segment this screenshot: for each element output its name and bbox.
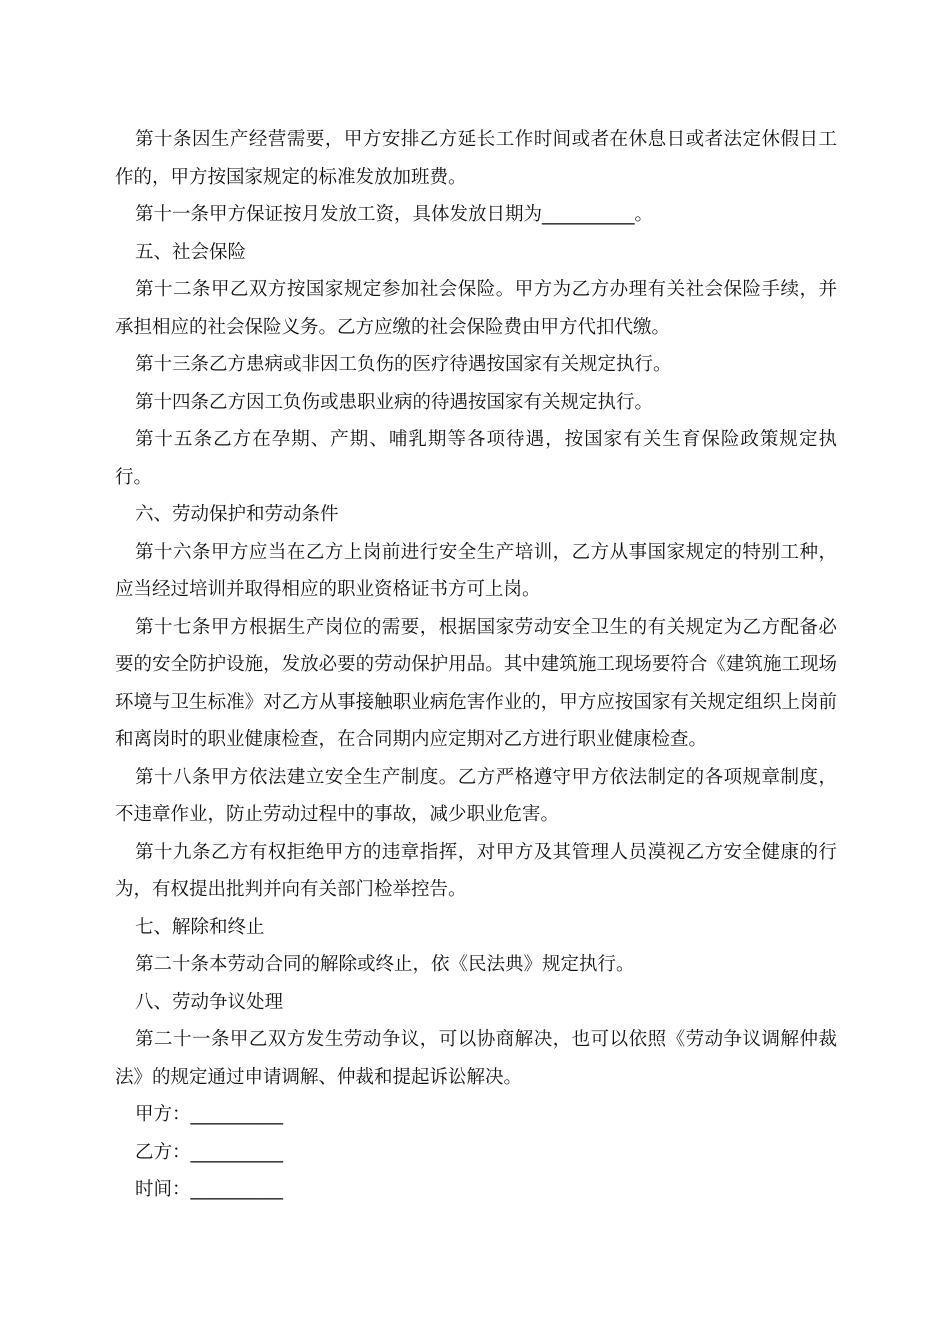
section-heading-social-insurance: 五、社会保险	[135, 241, 247, 263]
article-15: 第十五条乙方在孕期、产期、哺乳期等各项待遇，按国家有关生育保险政策规定执行。	[115, 429, 837, 488]
article-14: 第十四条乙方因工负伤或患职业病的待遇按国家有关规定执行。	[135, 391, 654, 413]
article-11: 第十一条甲方保证按月发放工资，具体发放日期为__________。	[135, 204, 654, 225]
section-heading-termination: 七、解除和终止	[135, 916, 265, 938]
article-18: 第十八条甲方依法建立安全生产制度。乙方严格遵守甲方依法制定的各项规章制度，不违章作业，防止劳动过程中的事故，减少职业危害。	[115, 766, 837, 825]
article-19: 第十九条乙方有权拒绝甲方的违章指挥，对甲方及其管理人员漠视乙方安全健康的行为，有权提出批判并向有关部门检举控告。	[115, 841, 837, 900]
article-21: 第二十一条甲乙双方发生劳动争议，可以协商解决，也可以依照《劳动争议调解仲裁法》的规定通过申请调解、仲裁和提起诉讼解决。	[115, 1029, 837, 1088]
article-12: 第十二条甲乙双方按国家规定参加社会保险。甲方为乙方办理有关社会保险手续，并承担相应的社会保险义务。乙方应缴的社会保险费由甲方代扣代缴。	[115, 279, 837, 338]
article-16: 第十六条甲方应当在乙方上岗前进行安全生产培训，乙方从事国家规定的特别工种，应当经过培训并取得相应的职业资格证书方可上岗。	[115, 541, 837, 600]
signature-party-a: 甲方：__________	[135, 1104, 284, 1125]
section-heading-dispute: 八、劳动争议处理	[135, 991, 284, 1013]
signature-party-b: 乙方：__________	[135, 1141, 284, 1163]
section-heading-labor-protection: 六、劳动保护和劳动条件	[135, 504, 339, 525]
article-17: 第十七条甲方根据生产岗位的需要，根据国家劳动安全卫生的有关规定为乙方配备必要的安全防护设施，发放必要的劳动保护用品。其中建筑施工现场要符合《建筑施工现场环境与卫生标准》对乙方从事接触职业病危害作业的，甲方应按国家有关规定组织上岗前和离岗时的职业健康检查，在合同期内应定期对乙方进行职业健康检查。	[115, 616, 837, 750]
article-10: 第十条因生产经营需要，甲方安排乙方延长工作时间或者在休息日或者法定休假日工作的，甲方按国家规定的标准发放加班费。	[115, 129, 837, 188]
article-20: 第二十条本劳动合同的解除或终止，依《民法典》规定执行。	[135, 954, 635, 975]
article-13: 第十三条乙方患病或非因工负伤的医疗待遇按国家有关规定执行。	[135, 354, 672, 375]
document-body	[115, 121, 837, 1209]
signature-date: 时间：__________	[135, 1179, 284, 1200]
